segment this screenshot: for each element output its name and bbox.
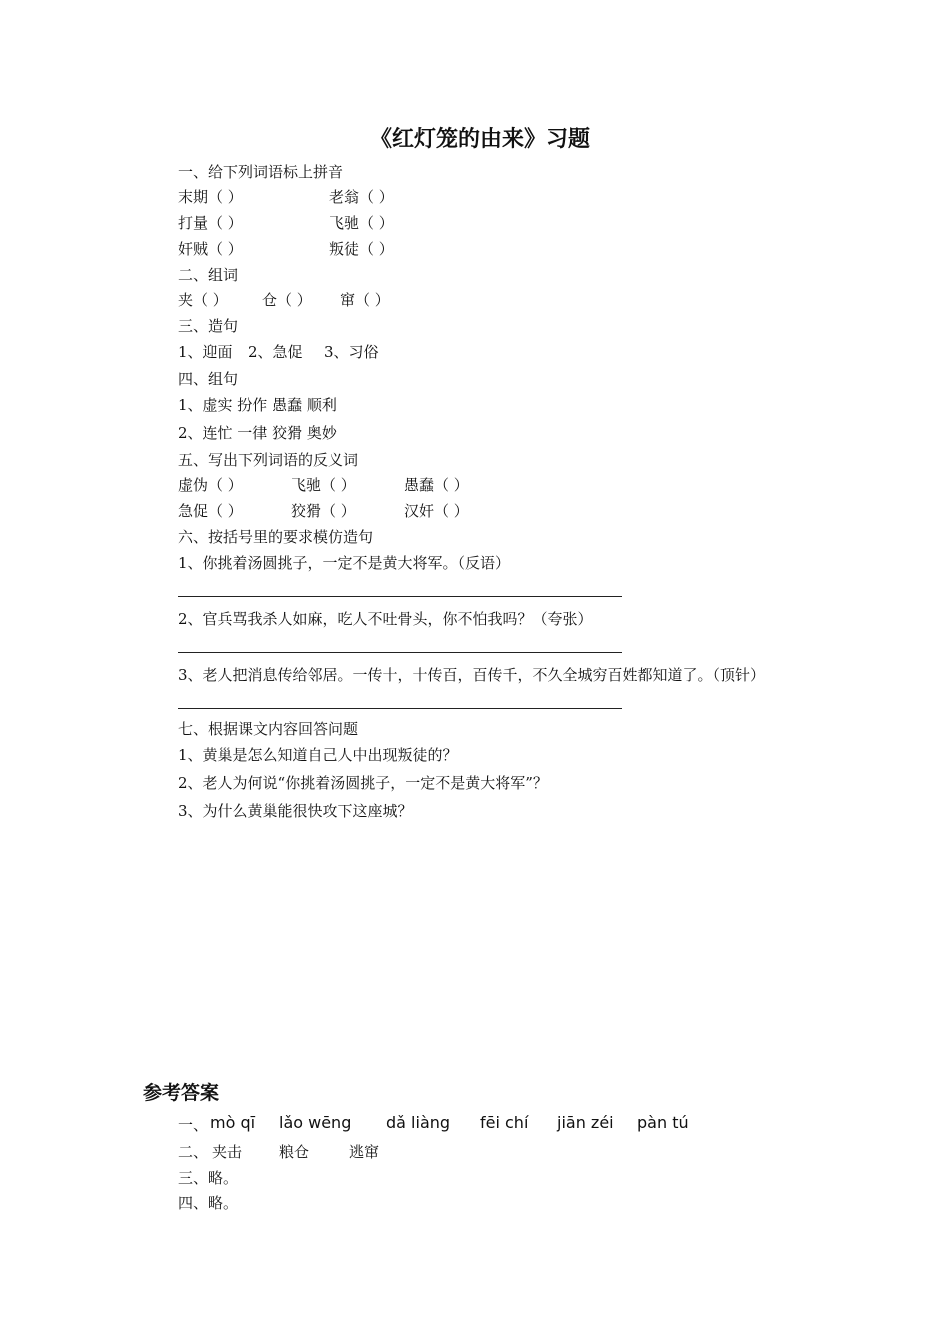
answer-word: 逃窜 [349,1143,380,1161]
pinyin-answer: jiān zéi [557,1113,614,1132]
word-group-line: 1、虚实 扮作 愚蠢 顺利 [178,396,337,414]
word-blank: 老翁（ ） [329,188,394,206]
answer-line [178,596,622,597]
answer-line [178,708,622,709]
section-3-heading: 三、造句 [178,317,239,335]
word-group-line: 2、连忙 一律 狡猾 奥妙 [178,424,337,442]
page-title: 《红灯笼的由来》习题 [369,127,590,152]
section-1-heading: 一、给下列词语标上拼音 [178,163,344,181]
question-item: 3、为什么黄巢能很快攻下这座城？ [178,802,413,820]
section-6-heading: 六、按括号里的要求模仿造句 [178,528,374,546]
word-item: 3、习俗 [324,343,379,361]
answer-3: 三、略。 [178,1169,239,1187]
answer-4: 四、略。 [178,1194,239,1212]
question-item: 2、老人为何说“你挑着汤圆挑子，一定不是黄大将军”？ [178,774,548,792]
word-blank: 汉奸（ ） [404,502,469,520]
word-blank: 仓（ ） [262,291,312,309]
answer-1-row [178,1113,738,1135]
word-blank: 飞驰（ ） [329,214,394,232]
word-item: 1、迎面 [178,343,233,361]
word-blank: 打量（ ） [178,214,243,232]
section-4-heading: 四、组句 [178,370,239,388]
word-blank: 飞驰（ ） [291,476,356,494]
answers-title: 参考答案 [143,1082,220,1104]
imitation-item: 2、官兵骂我杀人如麻，吃人不吐骨头，你不怕我吗？（夸张） [178,610,593,628]
answer-word: 粮仓 [279,1143,310,1161]
word-blank: 急促（ ） [178,502,243,520]
imitation-item: 3、老人把消息传给邻居。一传十，十传百，百传千，不久全城穷百姓都知道了。（顶针） [178,666,766,684]
word-blank: 末期（ ） [178,188,243,206]
pinyin-answer: fēi chí [480,1113,529,1132]
answer-2-prefix: 二、 [178,1143,209,1161]
word-item: 2、急促 [248,343,303,361]
question-item: 1、黄巢是怎么知道自己人中出现叛徒的？ [178,746,458,764]
word-blank: 虚伪（ ） [178,476,243,494]
answer-1-prefix: 一、 [178,1116,209,1134]
imitation-item: 1、你挑着汤圆挑子，一定不是黄大将军。（反语） [178,554,511,572]
word-blank: 窜（ ） [340,291,390,309]
pinyin-answer: mò qī [210,1113,256,1132]
section-5-heading: 五、写出下列词语的反义词 [178,451,359,469]
section-2-heading: 二、组词 [178,266,239,284]
word-blank: 狡猾（ ） [291,502,356,520]
answer-word: 夹击 [212,1143,243,1161]
section-7-heading: 七、根据课文内容回答问题 [178,720,359,738]
word-blank: 奸贼（ ） [178,240,243,258]
word-blank: 愚蠢（ ） [404,476,469,494]
answer-line [178,652,622,653]
pinyin-answer: dǎ liàng [386,1113,451,1132]
word-blank: 夹（ ） [178,291,228,309]
pinyin-answer: lǎo wēng [279,1113,352,1132]
word-blank: 叛徒（ ） [329,240,394,258]
pinyin-answer: pàn tú [637,1113,689,1132]
